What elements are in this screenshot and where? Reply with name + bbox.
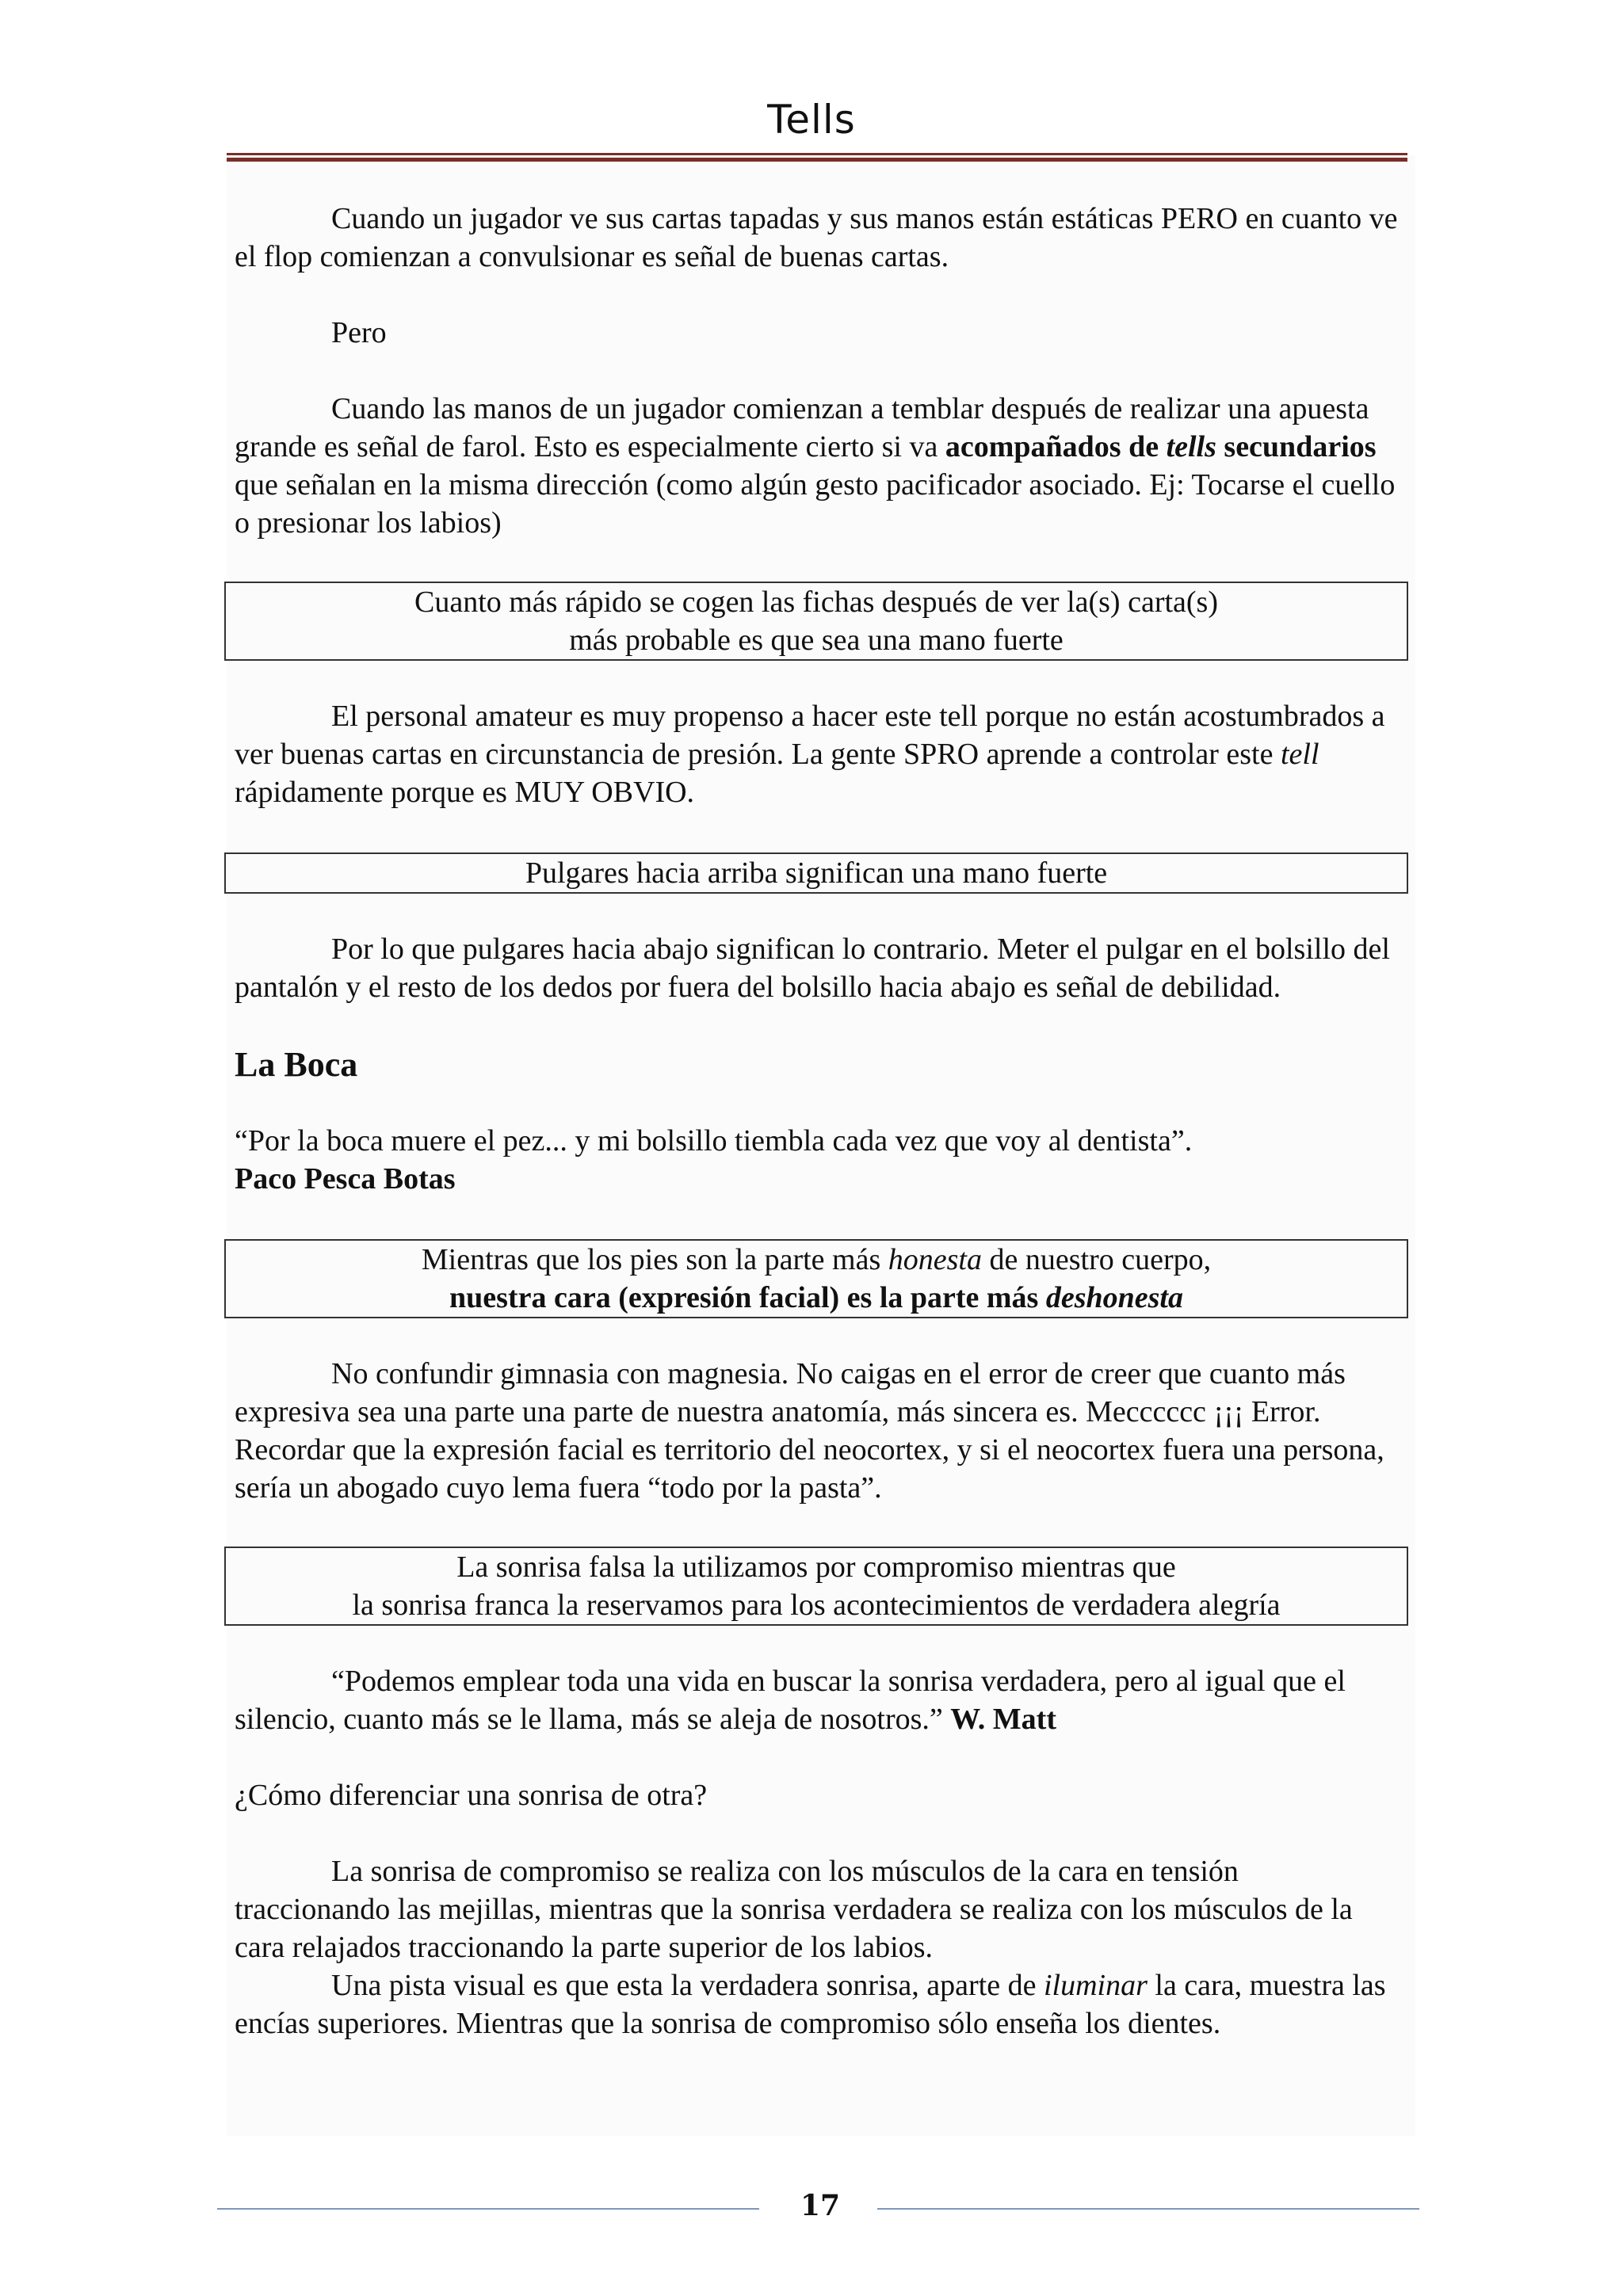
paragraph-1: Cuando un jugador ve sus cartas tapadas y sus manos están estáticas PERO en cuanto ve el flop comienzan a convulsionar es señal de buenas cartas. [235,202,1398,273]
footer-rule-left [217,2208,759,2210]
highlight-box-4 [224,1547,1408,1626]
highlight-box-1 [224,582,1408,661]
paragraph-4-text: El personal amateur es muy propenso a hacer este tell porque no están acostumbrados a ver buenas cartas en circunstancia de presión. La gente SPRO aprende a controlar este [235,700,1385,771]
paragraph-3-text: Cuando las manos de un jugador comienzan a temblar después de realizar una apuesta grande es señal de farol. Esto es especialmente cierto si va [235,392,1369,463]
box-4-line-2: la sonrisa franca la reservamos para los acontecimientos de verdadera alegría [352,1589,1281,1622]
box-1-line-1: Cuanto más rápido se cogen las fichas después de ver la(s) carta(s) [414,585,1218,619]
quote-1-author [235,1160,1400,1198]
paragraph-9: La sonrisa de compromiso se realiza con los músculos de la cara en tensión traccionando las mejillas, mientras que la sonrisa verdadera se realiza con los músculos de la cara relajados traccionando la parte superior de los labios. [235,1855,1353,1964]
section-heading: La Boca [235,1045,358,1084]
italic-bold-word: tells [1166,430,1216,463]
quote-2-author: W. Matt [950,1703,1056,1736]
italic-word: tell [1280,738,1319,771]
box-4-line-1: La sonrisa falsa la utilizamos por compromiso mientras que [456,1550,1176,1584]
paragraph-3 [235,390,1400,542]
paragraph-2: Pero [331,316,387,349]
paragraph-4 [235,697,1400,811]
quote-2: “Podemos emplear toda una vida en buscar la sonrisa verdadera, pero al igual que el silencio, cuanto más se le llama, más se aleja de nosotros.” [235,1665,1346,1736]
highlight-box-3 [224,1239,1408,1318]
header-rule [227,153,1407,162]
box-3-line-1: Mientras que los pies son la parte más honesta de nuestro cuerpo, [421,1243,1212,1276]
page-number: 17 [800,2189,841,2222]
quote-author: Paco Pesca Botas [235,1162,456,1196]
running-header-title: Tells [767,97,856,143]
paragraph-6: No confundir gimnasia con magnesia. No caigas en el error de creer que cuanto más expresiva sea una parte una parte de nuestra anatomía, más sincera es. Mecccccc ¡¡¡ Error. Recordar que la expresión facial es territorio del neocortex, y si el neocortex fuera una persona, sería un abogado cuyo lema fuera “todo por la pasta”. [235,1357,1384,1505]
italic-word-2: iluminar [1043,1969,1148,2002]
box-3-line-2: nuestra cara (expresión facial) es la parte más deshonesta [449,1281,1183,1314]
paragraph-5: Por lo que pulgares hacia abajo significan lo contrario. Meter el pulgar en el bolsillo del pantalón y el resto de los dedos por fuera del bolsillo hacia abajo es señal de debilidad. [235,933,1390,1004]
paragraph-8: ¿Cómo diferenciar una sonrisa de otra? [235,1779,708,1812]
paragraph-10: Una pista visual es que esta la verdadera sonrisa, aparte de iluminar la cara, muestra las encías superiores. Mientras que la sonrisa de compromiso sólo enseña los dientes. [235,1969,1386,2040]
paragraph-3-end: que señalan en la misma dirección (como algún gesto pacificador asociado. Ej: Tocarse el cuello o presionar los labios) [235,468,1396,540]
bold-phrase: acompañados de [945,430,1167,463]
page-content [235,200,1400,2042]
paragraph-4-end: rápidamente porque es MUY OBVIO. [235,776,695,809]
highlight-box-2 [224,852,1408,894]
box-2-line-1: Pulgares hacia arriba significan una mano fuerte [525,856,1108,890]
bold-phrase-2: secundarios [1216,430,1377,463]
footer-rule-right [877,2208,1419,2210]
quote-1: “Por la boca muere el pez... y mi bolsillo tiembla cada vez que voy al dentista”. [235,1124,1193,1158]
paragraph-7 [235,1662,1400,1738]
box-1-line-2: más probable es que sea una mano fuerte [569,624,1064,657]
